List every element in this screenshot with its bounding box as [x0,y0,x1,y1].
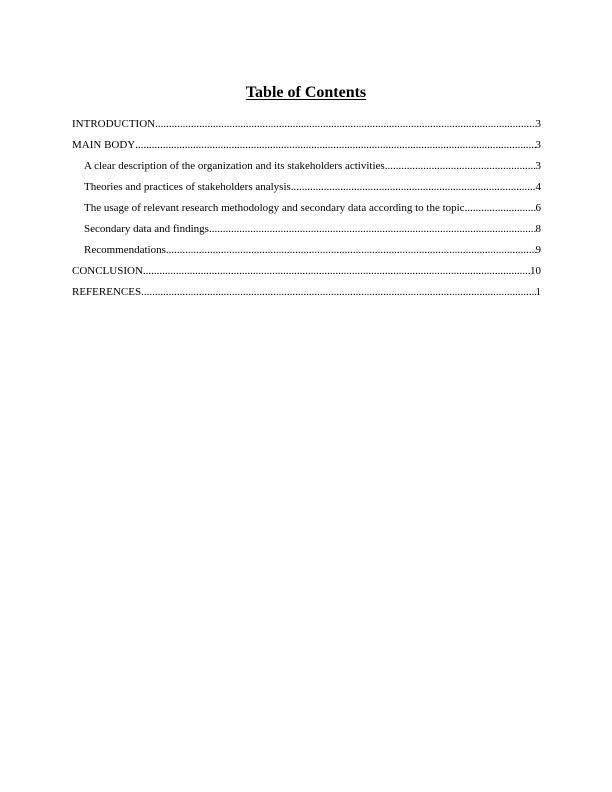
toc-entry-stakeholder-theories[interactable] [72,179,541,200]
toc-entry-label: Secondary data and findings [84,223,209,235]
toc-entry-references[interactable] [72,284,541,305]
toc-page-number: 1 [535,286,541,298]
toc-entry-organization-description[interactable] [72,158,541,179]
toc-dot-leader [209,221,536,237]
toc-entry-introduction[interactable] [72,116,541,137]
toc-entry-conclusion[interactable] [72,263,541,284]
toc-entry-label: Theories and practices of stakeholders analysis [84,181,291,193]
toc-entry-secondary-data[interactable] [72,221,541,242]
toc-entry-label: REFERENCES [72,286,142,298]
toc-page-number: 3 [535,118,541,130]
toc-page-number: 4 [535,181,541,193]
toc-title: Table of Contents [245,84,367,101]
toc-entry-label: MAIN BODY [72,139,136,151]
toc-dot-leader [141,284,535,300]
toc-page-number: 10 [530,265,541,277]
toc-page-number: 6 [535,202,541,214]
toc-page-number: 3 [535,160,541,172]
toc-entry-label: A clear description of the organization and its stakeholders activities [84,160,385,172]
toc-entry-research-methodology[interactable] [72,200,541,221]
toc-dot-leader [155,116,535,132]
toc-entry-label: INTRODUCTION [72,118,156,130]
toc-dot-leader [291,179,536,195]
toc-page-number: 3 [535,139,541,151]
toc-dot-leader [385,158,536,174]
toc-entry-label: The usage of relevant research methodology and secondary data according to the topic [84,202,465,214]
toc-entry-label: CONCLUSION [72,265,143,277]
toc-dot-leader [465,200,536,216]
toc-entry-recommendations[interactable] [72,242,541,263]
toc-dot-leader [135,137,535,153]
toc-dot-leader [166,242,536,258]
toc-entry-label: Recommendations [84,244,166,256]
toc-page-number: 9 [535,244,541,256]
toc-dot-leader [143,263,530,279]
toc-page-number: 8 [535,223,541,235]
toc-entry-main-body[interactable] [72,137,541,158]
table-of-contents [72,116,541,305]
